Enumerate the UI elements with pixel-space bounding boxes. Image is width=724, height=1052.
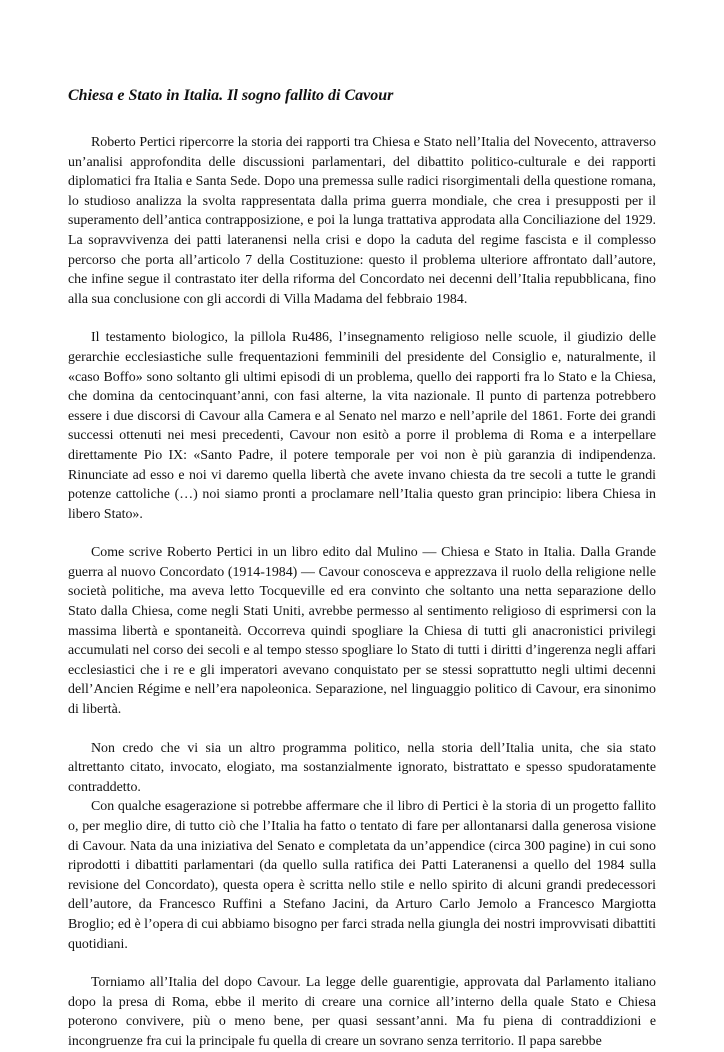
document-page — [68, 86, 656, 1052]
paragraph-6: Torniamo all’Italia del dopo Cavour. La legge delle guarentigie, approvata dal Parlamento italiano dopo la presa di Roma, ebbe il merito di creare una cornice all’interno della quale Stato e Chiesa poterono convivere, più o meno bene, per quasi sessant’anni. Ma fu piena di contraddizioni e incongruenze fra cui la principale fu quella di creare un sovrano senza territorio. Il papa sarebbe — [68, 975, 656, 1049]
document-title: Chiesa e Stato in Italia. Il sogno fallito di Cavour — [68, 87, 394, 104]
paragraph-5: Con qualche esagerazione si potrebbe affermare che il libro di Pertici è la storia di un progetto fallito o, per meglio dire, di tutto ciò che l’Italia ha fatto o tentato di fare per allontanarsi dalla generosa visione di Cavour. Nata da una iniziativa del Senato e completata da un’appendice (circa 300 pagine) in cui sono riprodotti i dibattiti parlamentari (da quello sulla ratifica dei Patti Lateranensi a quello del 1984 sulla revisione del Concordato), questa opera è scritta nello stile e nello spirito di alcuni grandi predecessori dell’autore, da Francesco Ruffini a Stefano Jacini, da Arturo Carlo Jemolo a Francesco Margiotta Broglio; ed è l’opera di cui abbiamo bisogno per farci strada nella giungla dei nostri improvvisati dibattiti quotidiani. — [68, 799, 656, 952]
paragraph-3: Come scrive Roberto Pertici in un libro edito dal Mulino — Chiesa e Stato in Italia. Dalla Grande guerra al nuovo Concordato (1914-1984) — Cavour conosceva e apprezzava il ruolo della religione nelle società politiche, ma aveva letto Tocqueville ed era convinto che soltanto una netta separazione dello Stato dalla Chiesa, come negli Stati Uniti, avrebbe permesso al sentimento religioso di esprimersi con la massima libertà e spontaneità. Occorreva quindi spogliare la Chiesa di tutti gli anacronistici privilegi accumulati nel corso dei secoli e al tempo stesso spogliare lo Stato di tutti i diritti d’ingerenza negli affari ecclesiastici che i re e gli imperatori avevano conquistato per se stessi soprattutto negli ultimi decenni dell’Ancien Régime e nell’era napoleonica. Separazione, nel linguaggio politico di Cavour, era sinonimo di libertà. — [68, 545, 656, 718]
paragraph-4: Non credo che vi sia un altro programma politico, nella storia dell’Italia unita, che sia stato altrettanto citato, invocato, elogiato, ma sostanzialmente ignorato, bistrattato e spesso spudoratamente contraddetto. — [68, 740, 656, 795]
paragraph-2: Il testamento biologico, la pillola Ru486, l’insegnamento religioso nelle scuole, il giudizio delle gerarchie ecclesiastiche sulle frequentazioni femminili del presidente del Consiglio e, naturalmente, il «caso Boffo» sono soltanto gli ultimi episodi di un problema, quello dei rapporti fra lo Stato e la Chiesa, che domina da centocinquant’anni, con fasi alterne, la vita nazionale. Il punto di partenza potrebbero essere i due discorsi di Cavour alla Camera e al Senato nel marzo e nell’aprile del 1861. Forte dei grandi successi ottenuti nei mesi precedenti, Cavour non esitò a porre il problema di Roma e a interpellare direttamente Pio IX: «Santo Padre, il potere temporale per voi non è più garanzia di indipendenza. Rinunciate ad esso e noi vi daremo quella libertà che avete invano chiesta da tre secoli a tutte le grandi potenze cattoliche (…) noi siamo pronti a proclamare nell’Italia questo gran principio: libera Chiesa in libero Stato». — [68, 330, 656, 522]
paragraph-1: Roberto Pertici ripercorre la storia dei rapporti tra Chiesa e Stato nell’Italia del Novecento, attraverso un’analisi approfondita delle discussioni parlamentari, del dibattito politico-culturale e dei rapporti diplomatici fra Italia e Santa Sede. Dopo una premessa sulle radici risorgimentali della questione romana, lo studioso analizza la svolta rappresentata dalla prima guerra mondiale, che crea i presupposti per il superamento dell’antica contrapposizione, e poi la lunga trattativa approdata alla Conciliazione del 1929. La sopravvivenza dei patti lateranensi nella crisi e dopo la caduta del regime fascista e il complesso percorso che porta all’articolo 7 della Costituzione: questo il problema ulteriore affrontato dall’autore, che infine segue il contrastato iter della riforma del Concordato nei decenni dell’Italia repubblicana, fino alla sua conclusione con gli accordi di Villa Madama del febbraio 1984. — [68, 135, 656, 307]
